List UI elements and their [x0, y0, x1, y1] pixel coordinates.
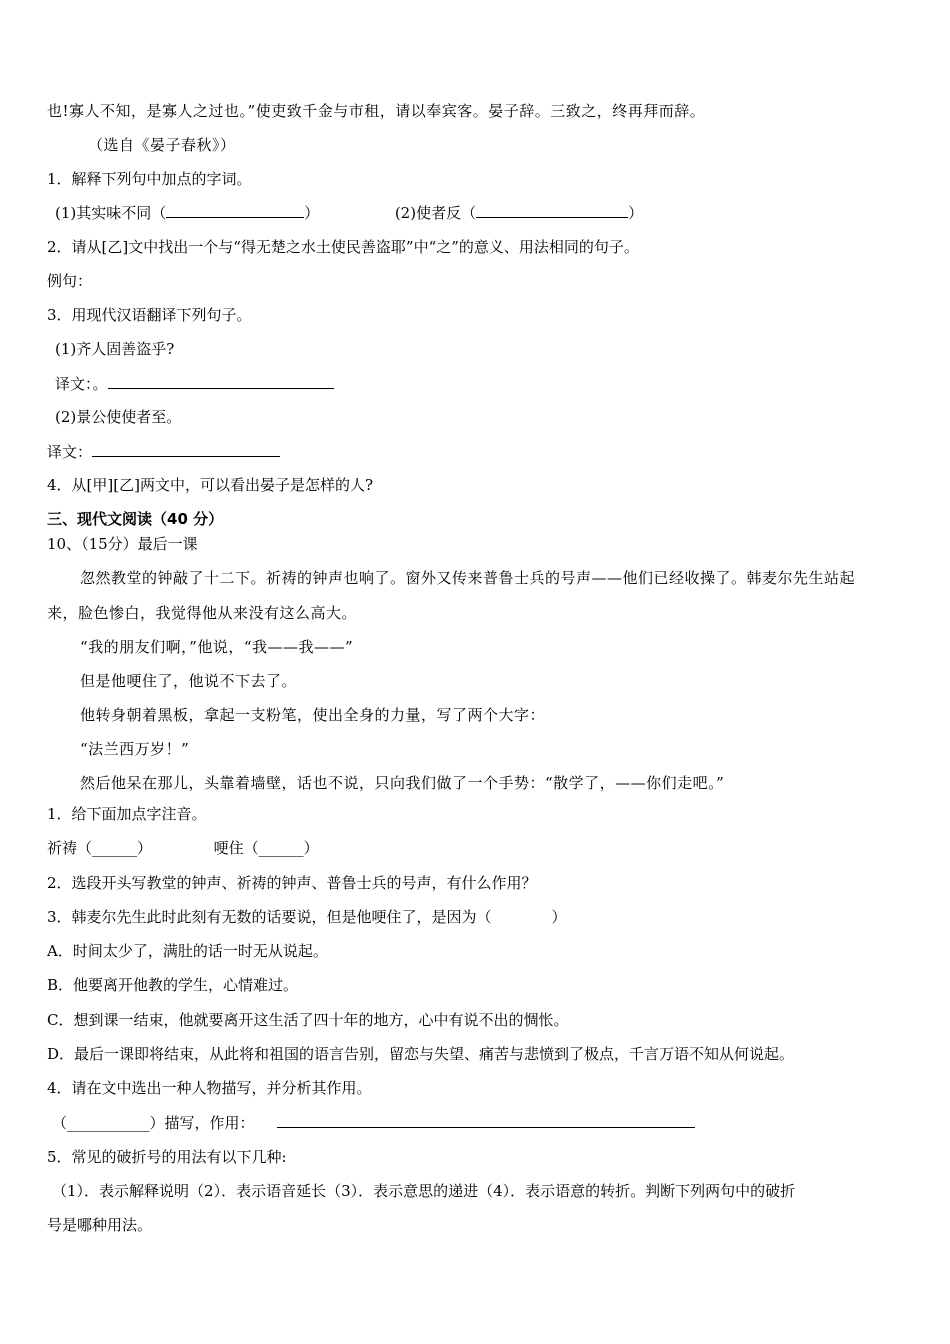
question-2: 2．选段开头写教堂的钟声、祈祷的钟声、普鲁士兵的号声，有什么作用？: [47, 874, 537, 892]
question-1: 1．给下面加点字注音。: [47, 805, 207, 823]
option-a[interactable]: A．时间太少了，满肚的话一时无从说起。: [47, 942, 328, 960]
answer-blank[interactable]: [108, 374, 334, 389]
passage-line: 然后他呆在那儿，头靠着墙壁，话也不说，只向我们做了一个手势：“散学了，——你们走吧。”: [80, 774, 725, 792]
pinyin-items: [47, 839, 319, 857]
translation-line-2: [47, 442, 280, 461]
dash-usage-list-cont: 号是哪种用法。: [47, 1216, 153, 1234]
answer-blank[interactable]: [476, 203, 628, 218]
description-answer-line: [52, 1113, 695, 1132]
passage-line: 来，脸色惨白，我觉得他从来没有这么高大。: [47, 604, 358, 622]
passage-line: 他转身朝着黑板，拿起一支粉笔，使出全身的力量，写了两个大字：: [80, 706, 546, 724]
question-3: 3．韩麦尔先生此时此刻有无数的话要说，但是他哽住了，是因为（ ）: [47, 908, 567, 926]
description-label: （___________）描写，作用：: [52, 1114, 255, 1132]
translation-label: 译文：。: [55, 375, 108, 393]
item-1-close: ）: [304, 204, 320, 222]
dash-usage-list: （1）．表示解释说明（2）．表示语音延长（3）．表示意思的递进（4）．表示语意的转折。判断下列两句中的破折: [52, 1182, 796, 1200]
section-heading: 三、现代文阅读（40 分）: [47, 510, 224, 528]
passage-line: 忽然教堂的钟敲了十二下。祈祷的钟声也响了。窗外又传来普鲁士兵的号声——他们已经收操了。韩麦尔先生站起: [80, 569, 856, 587]
answer-blank[interactable]: [277, 1113, 695, 1128]
option-c[interactable]: C．想到课一结束，他就要离开这生活了四十年的地方，心中有说不出的惆怅。: [47, 1011, 569, 1029]
question-4: 4．请在文中选出一种人物描写，并分析其作用。: [47, 1079, 372, 1097]
item-2-label: (2)使者反（: [394, 204, 477, 222]
passage-line: “我的朋友们啊，”他说，“我——我——”: [80, 638, 354, 656]
answer-blank[interactable]: [92, 442, 280, 457]
option-b[interactable]: B．他要离开他教的学生，心情难过。: [47, 976, 299, 994]
question-1-items: [55, 203, 643, 222]
translate-item-1: (1)齐人固善盗乎?: [55, 340, 175, 358]
passage-line: 也!寡人不知，是寡人之过也。”使吏致千金与市租，请以奉宾客。晏子辞。三致之，终再拜而辞。: [47, 102, 706, 120]
item-1-label: (1)其实味不同（: [55, 204, 167, 222]
translation-label: 译文：: [47, 443, 93, 461]
item-2-close: ）: [628, 204, 644, 222]
option-d[interactable]: D．最后一课即将结束，从此将和祖国的语言告别，留恋与失望、痛苦与悲愤到了极点，千言万语不知从何说起。: [47, 1045, 795, 1063]
question-1: 1．解释下列句中加点的字词。: [47, 170, 252, 188]
question-3: 3．用现代汉语翻译下列句子。: [47, 306, 252, 324]
passage-line: “法兰西万岁！”: [80, 740, 190, 758]
question-2: 2．请从[乙]文中找出一个与“得无楚之水土使民善盗耶”中“之”的意义、用法相同的句子。: [47, 238, 639, 256]
question-5: 5．常见的破折号的用法有以下几种:: [47, 1148, 287, 1166]
source-citation: （选自《晏子春秋》）: [88, 136, 236, 154]
translate-item-2: (2)景公使使者至。: [55, 408, 182, 426]
translation-line-1: [55, 374, 334, 393]
reading-title: 10、（15分）最后一课: [47, 535, 198, 553]
pinyin-item-2[interactable]: 哽住（______）: [213, 839, 319, 857]
answer-blank[interactable]: [166, 203, 304, 218]
passage-line: 但是他哽住了，他说不下去了。: [80, 672, 298, 690]
pinyin-item-1[interactable]: 祈祷（______）: [47, 839, 153, 857]
example-sentence-label: 例句：: [47, 272, 93, 290]
question-4: 4．从[甲][乙]两文中，可以看出晏子是怎样的人?: [47, 476, 373, 494]
